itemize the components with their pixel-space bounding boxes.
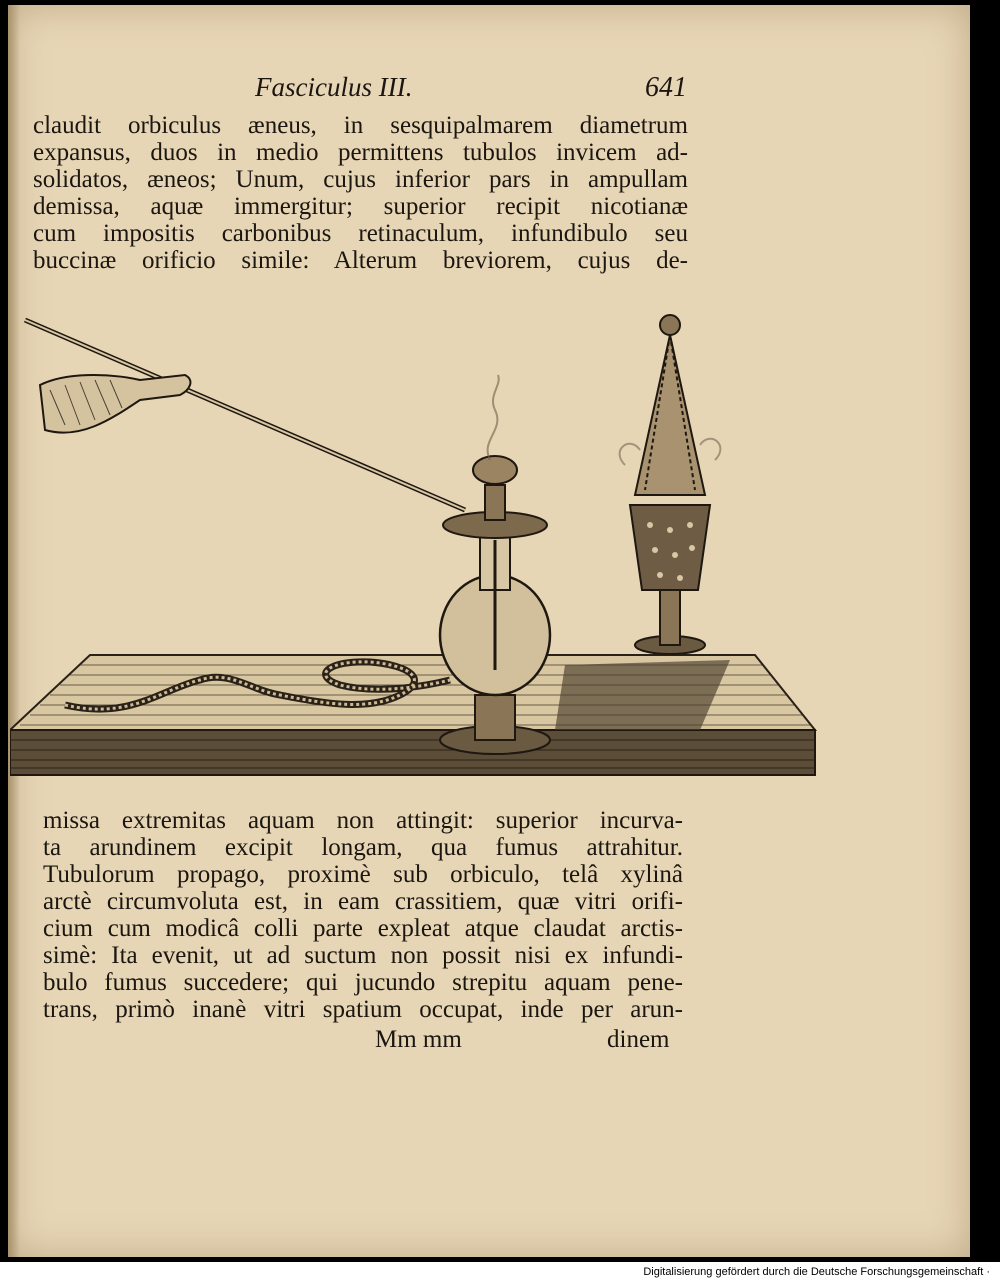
text-line: bulo fumus succedere; qui jucundo strepitu aquam pene- <box>43 969 683 996</box>
text-line: buccinæ orificio simile: Alterum breviorem, cujus de- <box>33 247 688 274</box>
text-line: cium cum modicâ colli parte expleat atque claudat arctis- <box>43 915 683 942</box>
text-line: demissa, aquæ immergitur; superior recipit nicotianæ <box>33 193 688 220</box>
running-title: Fasciculus III. <box>255 72 413 102</box>
catchword: dinem <box>607 1026 670 1053</box>
text-line: simè: Ita evenit, ut ad suctum non possit nisi ex infundi- <box>43 942 683 969</box>
text-line: trans, primò inanè vitri spatium occupat, inde per arun- <box>43 996 683 1023</box>
body-text-bottom <box>43 807 683 1023</box>
text-line: ta arundinem excipit longam, qua fumus attrahitur. <box>43 834 683 861</box>
hookah-engraving <box>10 290 820 780</box>
text-line: Tubulorum propago, proximè sub orbiculo, telâ xylinâ <box>43 861 683 888</box>
text-line: expansus, duos in medio permittens tubulos invicem ad- <box>33 139 688 166</box>
text-line: claudit orbiculus æneus, in sesquipalmarem diametrum <box>33 112 688 139</box>
page-number: 641 <box>645 72 687 103</box>
running-head <box>255 72 695 108</box>
digitization-credit: Digitalisierung gefördert durch die Deutsche Forschungsgemeinschaft · <box>643 1266 990 1278</box>
text-line: arctè circumvoluta est, in eam crassitiem, quæ vitri orifi- <box>43 888 683 915</box>
text-line: cum impositis carbonibus retinaculum, infundibulo seu <box>33 220 688 247</box>
text-line: missa extremitas aquam non attingit: superior incurva- <box>43 807 683 834</box>
body-text-top <box>33 112 688 274</box>
signature-mark: Mm mm <box>375 1026 462 1053</box>
text-line: solidatos, æneos; Unum, cujus inferior pars in ampullam <box>33 166 688 193</box>
